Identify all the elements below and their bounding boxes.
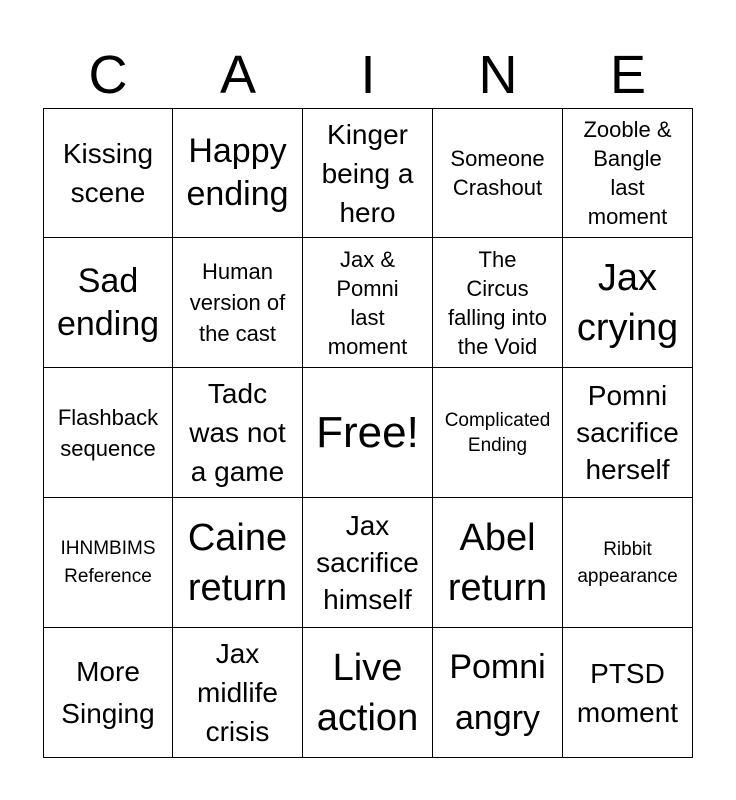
cell-text: Live action xyxy=(316,646,419,739)
cell-text: More Singing xyxy=(61,655,155,729)
bingo-header xyxy=(43,42,693,108)
bingo-cell-r3-c4[interactable] xyxy=(433,368,563,498)
cell-text: Jax & Pomni last moment xyxy=(327,246,408,359)
bingo-cell-r4-c5[interactable] xyxy=(563,498,693,628)
bingo-grid xyxy=(43,108,693,758)
cell-text: Tadc was not a game xyxy=(189,378,286,487)
bingo-cell-r3-c3[interactable] xyxy=(303,368,433,498)
bingo-cell-r5-c3[interactable] xyxy=(303,628,433,758)
cell-text: Happy ending xyxy=(186,132,289,213)
cell-text: Pomni angry xyxy=(449,647,546,737)
bingo-cell-r1-c3[interactable] xyxy=(303,108,433,238)
cell-text: Caine return xyxy=(187,516,288,609)
bingo-cell-r4-c4[interactable] xyxy=(433,498,563,628)
cell-text: Pomni sacrifice herself xyxy=(576,380,679,485)
bingo-cell-r2-c1[interactable] xyxy=(43,238,173,368)
cell-text: IHNMBIMS Reference xyxy=(60,537,156,587)
bingo-cell-r2-c5[interactable] xyxy=(563,238,693,368)
bingo-cell-r4-c2[interactable] xyxy=(173,498,303,628)
cell-text: Complicated Ending xyxy=(444,409,551,456)
header-letter-i: I xyxy=(360,45,376,105)
bingo-cell-r3-c2[interactable] xyxy=(173,368,303,498)
cell-text: The Circus falling into the Void xyxy=(447,246,548,359)
bingo-cell-r2-c3[interactable] xyxy=(303,238,433,368)
header-letter-c: C xyxy=(88,45,128,105)
bingo-cell-r4-c1[interactable] xyxy=(43,498,173,628)
cell-text: Kinger being a hero xyxy=(321,118,414,228)
bingo-cell-r1-c1[interactable] xyxy=(43,108,173,238)
bingo-cell-r5-c1[interactable] xyxy=(43,628,173,758)
bingo-cell-r2-c2[interactable] xyxy=(173,238,303,368)
bingo-cell-r5-c4[interactable] xyxy=(433,628,563,758)
free-space-text: Free! xyxy=(316,407,419,457)
bingo-cell-r1-c5[interactable] xyxy=(563,108,693,238)
cell-text: Human version of the cast xyxy=(189,259,286,346)
cell-text: Kissing scene xyxy=(62,138,154,208)
cell-text: Jax midlife crisis xyxy=(197,638,278,747)
header-letter-a: A xyxy=(219,45,257,105)
cell-text: PTSD moment xyxy=(576,657,679,728)
cell-text: Someone Crashout xyxy=(450,146,545,200)
header-letter-n: N xyxy=(478,45,518,105)
cell-text: Sad ending xyxy=(56,261,160,343)
cell-text: Jax crying xyxy=(576,256,679,349)
cell-text: Jax sacrifice himself xyxy=(316,510,419,615)
header-letter-e: E xyxy=(609,45,647,105)
bingo-cell-r2-c4[interactable] xyxy=(433,238,563,368)
bingo-cell-r4-c3[interactable] xyxy=(303,498,433,628)
bingo-cell-r3-c1[interactable] xyxy=(43,368,173,498)
cell-text: Ribbit appearance xyxy=(577,538,678,587)
bingo-cell-r5-c5[interactable] xyxy=(563,628,693,758)
bingo-cell-r1-c2[interactable] xyxy=(173,108,303,238)
bingo-cell-r3-c5[interactable] xyxy=(563,368,693,498)
cell-text: Zooble & Bangle last moment xyxy=(583,117,672,229)
cell-text: Abel return xyxy=(447,516,548,609)
bingo-cell-r5-c2[interactable] xyxy=(173,628,303,758)
bingo-cell-r1-c4[interactable] xyxy=(433,108,563,238)
cell-text: Flashback sequence xyxy=(57,404,159,461)
